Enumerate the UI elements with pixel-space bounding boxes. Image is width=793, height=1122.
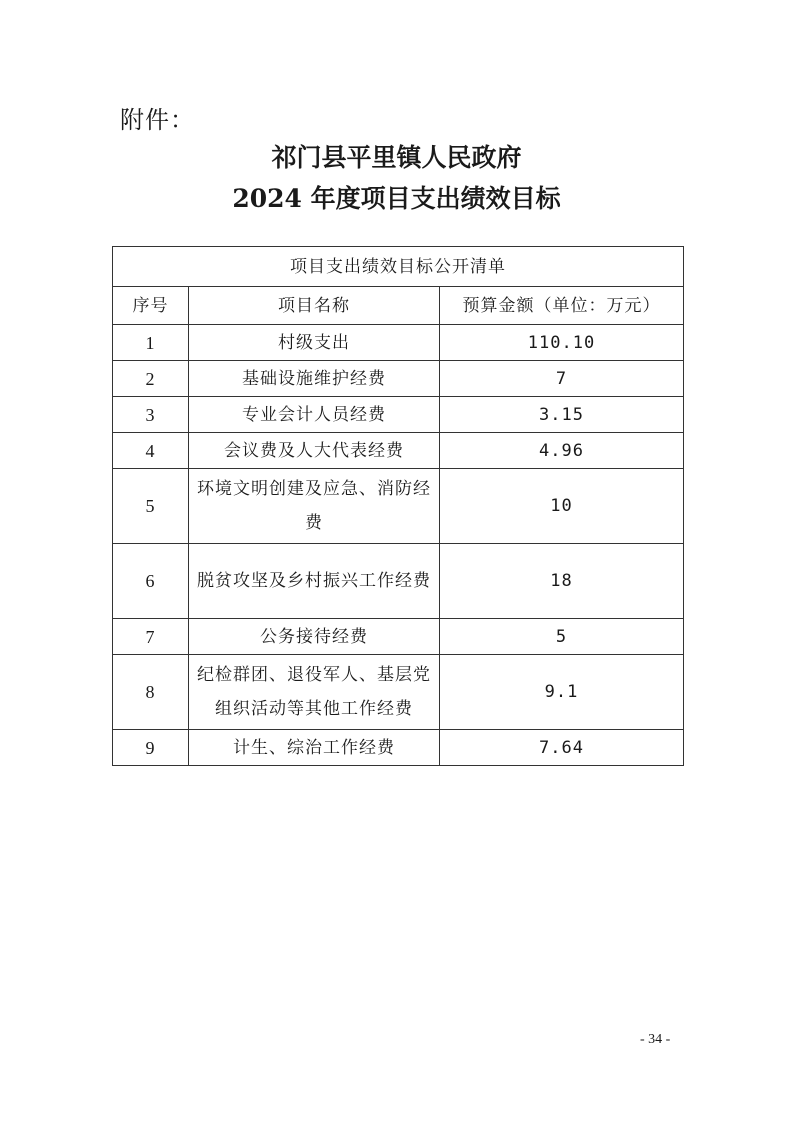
table-row — [113, 619, 684, 655]
table-row — [113, 469, 684, 544]
table-row — [113, 544, 684, 619]
row-no: 8 — [113, 655, 189, 730]
row-amount: 5 — [440, 619, 684, 655]
row-amount: 7 — [440, 361, 684, 397]
table-header-row — [113, 287, 684, 325]
row-no: 4 — [113, 433, 189, 469]
row-amount: 3.15 — [440, 397, 684, 433]
row-amount: 18 — [440, 544, 684, 619]
row-name: 专业会计人员经费 — [189, 397, 440, 433]
row-name: 环境文明创建及应急、消防经费 — [189, 469, 440, 544]
attachment-label: 附件： — [120, 106, 195, 134]
row-name: 基础设施维护经费 — [189, 361, 440, 397]
table-row — [113, 361, 684, 397]
row-name: 会议费及人大代表经费 — [189, 433, 440, 469]
row-amount: 9.1 — [440, 655, 684, 730]
table-caption: 项目支出绩效目标公开清单 — [113, 247, 684, 287]
page-number: - 34 - — [640, 1032, 671, 1047]
row-name: 纪检群团、退役军人、基层党组织活动等其他工作经费 — [189, 655, 440, 730]
row-no: 6 — [113, 544, 189, 619]
row-name: 村级支出 — [189, 325, 440, 361]
table-row — [113, 397, 684, 433]
row-no: 1 — [113, 325, 189, 361]
header-amount: 预算金额（单位：万元） — [440, 287, 684, 325]
row-amount: 110.10 — [440, 325, 684, 361]
row-no: 5 — [113, 469, 189, 544]
row-no: 7 — [113, 619, 189, 655]
performance-target-table — [112, 246, 684, 766]
row-name: 脱贫攻坚及乡村振兴工作经费 — [189, 544, 440, 619]
table-row — [113, 730, 684, 766]
header-name: 项目名称 — [189, 287, 440, 325]
row-amount: 4.96 — [440, 433, 684, 469]
row-name: 计生、综治工作经费 — [189, 730, 440, 766]
header-no: 序号 — [113, 287, 189, 325]
row-no: 9 — [113, 730, 189, 766]
table-row — [113, 433, 684, 469]
table-row — [113, 325, 684, 361]
table-row — [113, 655, 684, 730]
row-amount: 7.64 — [440, 730, 684, 766]
document-title-line2: 2024 年度项目支出绩效目标 — [232, 184, 561, 213]
row-no: 2 — [113, 361, 189, 397]
row-name: 公务接待经费 — [189, 619, 440, 655]
row-amount: 10 — [440, 469, 684, 544]
document-title-line1: 祁门县平里镇人民政府 — [271, 143, 522, 172]
row-no: 3 — [113, 397, 189, 433]
